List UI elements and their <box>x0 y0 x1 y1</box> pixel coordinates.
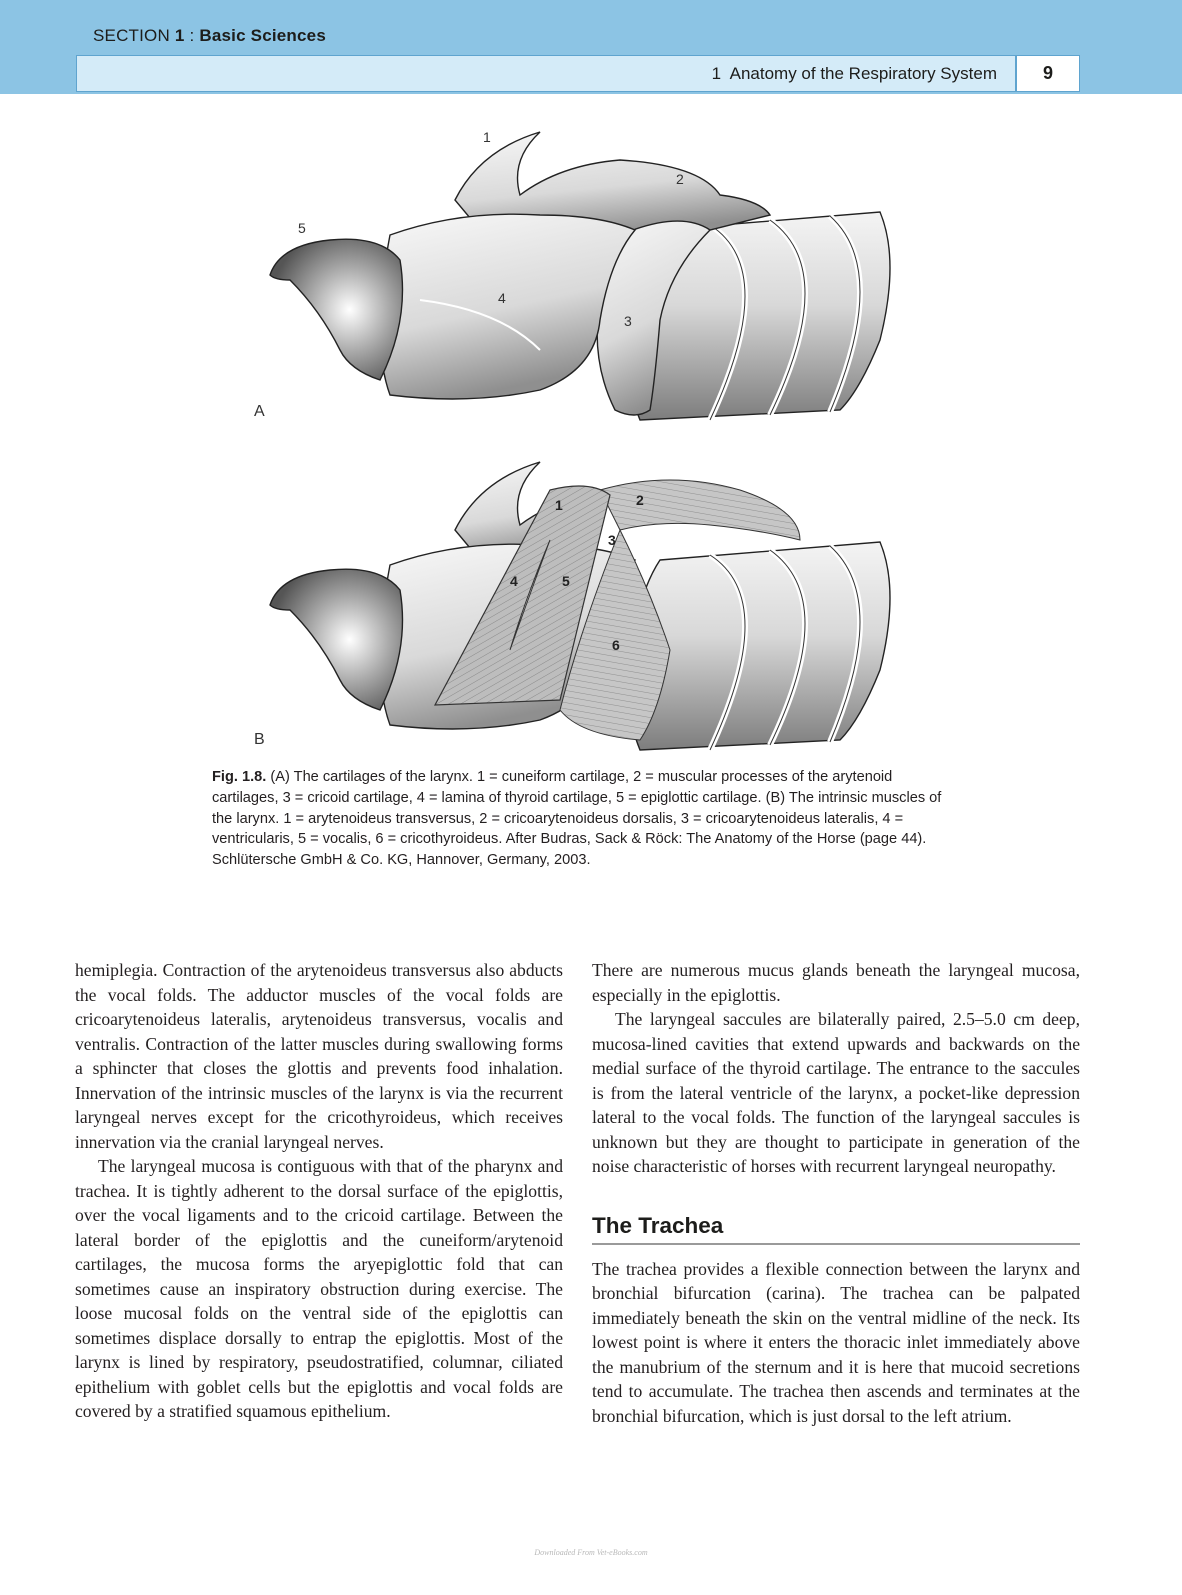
figure-caption <box>212 767 947 871</box>
panel-b-number-4: 4 <box>510 573 518 589</box>
left-column <box>75 958 563 1424</box>
panel-b-number-3: 3 <box>608 532 616 548</box>
panel-a-number-2: 2 <box>676 171 684 187</box>
chapter-title: 1 Anatomy of the Respiratory System <box>711 64 997 83</box>
panel-a-number-4: 4 <box>498 290 506 306</box>
download-watermark: Downloaded From Vet-eBooks.com <box>534 1548 648 1557</box>
right-paragraph-2: The laryngeal saccules are bilaterally paired, 2.5–5.0 cm deep, mucosa-lined cavities that extend upwards and backwards on the medial surface of the thyroid cartilage. The entrance to the saccules is from the lateral ventricle of the larynx, a pocket-like depression lateral to the vocal folds. The function of the laryngeal saccules is unknown but they are thought to participate in generation of the noise characteristic of horses with recurrent laryngeal neuropathy. <box>592 1009 1080 1176</box>
panel-b-epiglottis <box>270 569 403 710</box>
panel-a-epiglottis <box>270 239 403 380</box>
panel-b-muscle-2 <box>600 480 800 540</box>
panel-a-number-3: 3 <box>624 313 632 329</box>
panel-a-letter: A <box>254 403 265 420</box>
panel-b-number-2: 2 <box>636 492 644 508</box>
panel-b-number-5: 5 <box>562 573 570 589</box>
section-prefix: SECTION <box>93 26 170 45</box>
panel-a-number-5: 5 <box>298 220 306 236</box>
right-paragraph-1: There are numerous mucus glands beneath the laryngeal mucosa, especially in the epiglottis. <box>592 960 1080 1005</box>
panel-b-letter: B <box>254 731 265 748</box>
right-paragraph-3: The trachea provides a flexible connection between the larynx and bronchial bifurcation (carina). The trachea can be palpated immediately beneath the skin on the ventral midline of the neck. Its lowest point is where it enters the thoracic inlet immediately above the manubrium of the sternum and it is here that mucoid secretions tend to accumulate. The trachea then ascends and terminates at the bronchial bifurcation, which is just dorsal to the left atrium. <box>592 1258 1080 1426</box>
section-number: 1 <box>174 26 185 45</box>
left-paragraph-1: hemiplegia. Contraction of the arytenoideus transversus also abducts the vocal folds. The adductor muscles of the vocal folds are cricoarytenoideus lateralis, arytenoideus transversus, vocalis and ventralis. Contraction of the latter muscles during swallowing forms a sphincter that closes the glottis and prevents food inhalation. Innervation of the intrinsic muscles of the larynx is via the recurrent laryngeal nerves except for the cricothyroideus, which receives innervation via the cranial laryngeal nerves. <box>75 960 563 1152</box>
page-number: 9 <box>1042 63 1053 83</box>
panel-b-drawing <box>254 462 890 750</box>
section-title: Basic Sciences <box>199 26 326 45</box>
panel-b-number-1: 1 <box>555 497 563 513</box>
right-column <box>592 958 1080 1428</box>
left-paragraph-2: The laryngeal mucosa is contiguous with that of the pharynx and trachea. It is tightly adherent to the dorsal surface of the epiglottis, over the vocal ligaments and to the cricoid cartilage. Between the lateral border of the epiglottis and the cuneiform/arytenoid cartilages, the mucosa forms the aryepiglottic fold that can sometimes cause an inspiratory obstruction during exercise. The loose mucosal folds on the ventral side of the epiglottis can sometimes displace dorsally to entrap the epiglottis. Most of the larynx is lined by respiratory, pseudostratified, columnar, ciliated epithelium with goblet cells but the epiglottis and vocal folds are covered by a stratified squamous epithelium. <box>75 1156 563 1421</box>
section-label <box>93 26 326 46</box>
chapter-bar <box>76 55 1016 92</box>
caption-label: Fig. 1.8. <box>212 769 267 785</box>
panel-a-drawing <box>254 129 890 420</box>
larynx-figure <box>240 120 920 760</box>
page-number-box <box>1016 55 1080 92</box>
panel-a-number-1: 1 <box>483 129 491 145</box>
section-heading-trachea: The Trachea <box>592 1212 1080 1245</box>
caption-text: (A) The cartilages of the larynx. 1 = cuneiform cartilage, 2 = muscular processes of the arytenoid cartilages, 3 = cricoid cartilage, 4 = lamina of thyroid cartilage, 5 = epiglottic cartilage. (B) The intrinsic muscles of the larynx. 1 = arytenoideus transversus, 2 = cricoarytenoideus dorsalis, 3 = cricoarytenoideus lateralis, 4 = ventricularis, 5 = vocalis, 6 = cricothyroideus. After Budras, Sack & Röck: The Anatomy of the Horse (page 44). Schlütersche GmbH & Co. KG, Hannover, Germany, 2003. <box>212 769 942 869</box>
panel-b-number-6: 6 <box>612 637 620 653</box>
panel-a-thyroid <box>380 214 635 399</box>
section-separator: : <box>189 26 195 45</box>
